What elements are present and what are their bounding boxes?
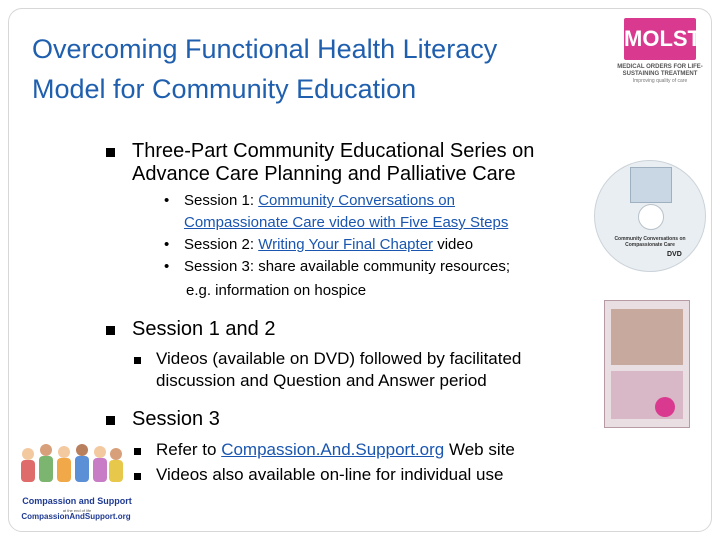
session-1-line1 xyxy=(184,190,455,212)
dvd-disc-image xyxy=(594,160,706,272)
molst-logo-tagline: Improving quality of care xyxy=(632,78,688,84)
round-bullet-icon: • xyxy=(164,192,170,209)
sub-bullet-online xyxy=(134,464,594,486)
refer-suffix: Web site xyxy=(444,440,515,459)
refer-prefix: Refer to xyxy=(156,440,222,459)
bullet-text-line1: Three-Part Community Educational Series on xyxy=(132,140,535,162)
dvd-art xyxy=(630,167,672,203)
molst-logo xyxy=(610,18,710,100)
compassion-support-link[interactable]: Compassion.And.Support.org xyxy=(221,440,445,459)
bullet-session-3-text: Session 3 xyxy=(132,408,220,430)
session-1-link-cont[interactable]: Compassionate Care video with Five Easy Steps xyxy=(184,214,509,231)
bottom-logo-tagline: at the end of life xyxy=(62,508,92,513)
sub-bullet-online-text: Videos also available on-line for individual use xyxy=(156,465,504,484)
sub-bullet-videos-line1: Videos (available on DVD) followed by facilitated xyxy=(156,349,522,368)
slide-title-line1: Overcoming Functional Health Literacy xyxy=(32,34,498,64)
square-bullet-icon xyxy=(106,140,115,163)
square-bullet-icon xyxy=(134,348,141,370)
square-bullet-icon xyxy=(134,439,141,461)
molst-logo-subtitle: MEDICAL ORDERS FOR LIFE-SUSTAINING TREATMENT xyxy=(617,64,703,77)
slide-title-line2: Model for Community Education xyxy=(32,74,417,104)
bullet-text-line2: Advance Care Planning and Palliative Care xyxy=(132,163,516,185)
sub-bullet-refer xyxy=(134,439,594,461)
session-2-item xyxy=(164,234,584,256)
round-bullet-icon: • xyxy=(164,258,170,275)
people-illustration-icon xyxy=(16,440,126,495)
bullet-session-1-2-text: Session 1 and 2 xyxy=(132,318,276,340)
bottom-logo-name: Compassion and Support xyxy=(22,496,132,506)
session-3-line1: Session 3: share available community resources; xyxy=(184,258,510,275)
dvd-tag: DVD xyxy=(667,251,682,258)
session-2-suffix: video xyxy=(433,236,474,253)
session-3-item xyxy=(164,256,584,302)
session-3-line2: e.g. information on hospice xyxy=(186,282,367,299)
dvd-cover-image xyxy=(604,300,690,428)
dvd-hole xyxy=(638,204,664,230)
session-2-line xyxy=(184,234,473,256)
molst-logo-name: MOLST xyxy=(624,18,696,60)
sub-bullet-videos-dvd xyxy=(134,348,594,394)
cover-logo-icon xyxy=(655,397,675,417)
square-bullet-icon xyxy=(106,318,115,341)
bullet-three-part-series xyxy=(106,140,596,186)
sub-bullet-videos-line2: discussion and Question and Answer period xyxy=(156,371,487,390)
square-bullet-icon xyxy=(134,464,141,486)
session-1-prefix: Session 1: xyxy=(184,192,259,209)
session-1-link[interactable]: Community Conversations on xyxy=(258,192,455,209)
square-bullet-icon xyxy=(106,408,115,431)
sub-bullet-refer-line xyxy=(156,439,515,461)
session-1-item xyxy=(164,190,584,234)
session-2-link[interactable]: Writing Your Final Chapter xyxy=(258,236,434,253)
bottom-logo-url: CompassionAndSupport.org xyxy=(21,512,131,521)
dvd-label: Community Conversations on Compassionate Care xyxy=(614,236,686,248)
cover-photo-top xyxy=(611,309,683,365)
session-2-prefix: Session 2: xyxy=(184,236,259,253)
bullet-session-1-2 xyxy=(106,318,406,342)
round-bullet-icon: • xyxy=(164,236,170,253)
bullet-session-3 xyxy=(106,408,406,432)
